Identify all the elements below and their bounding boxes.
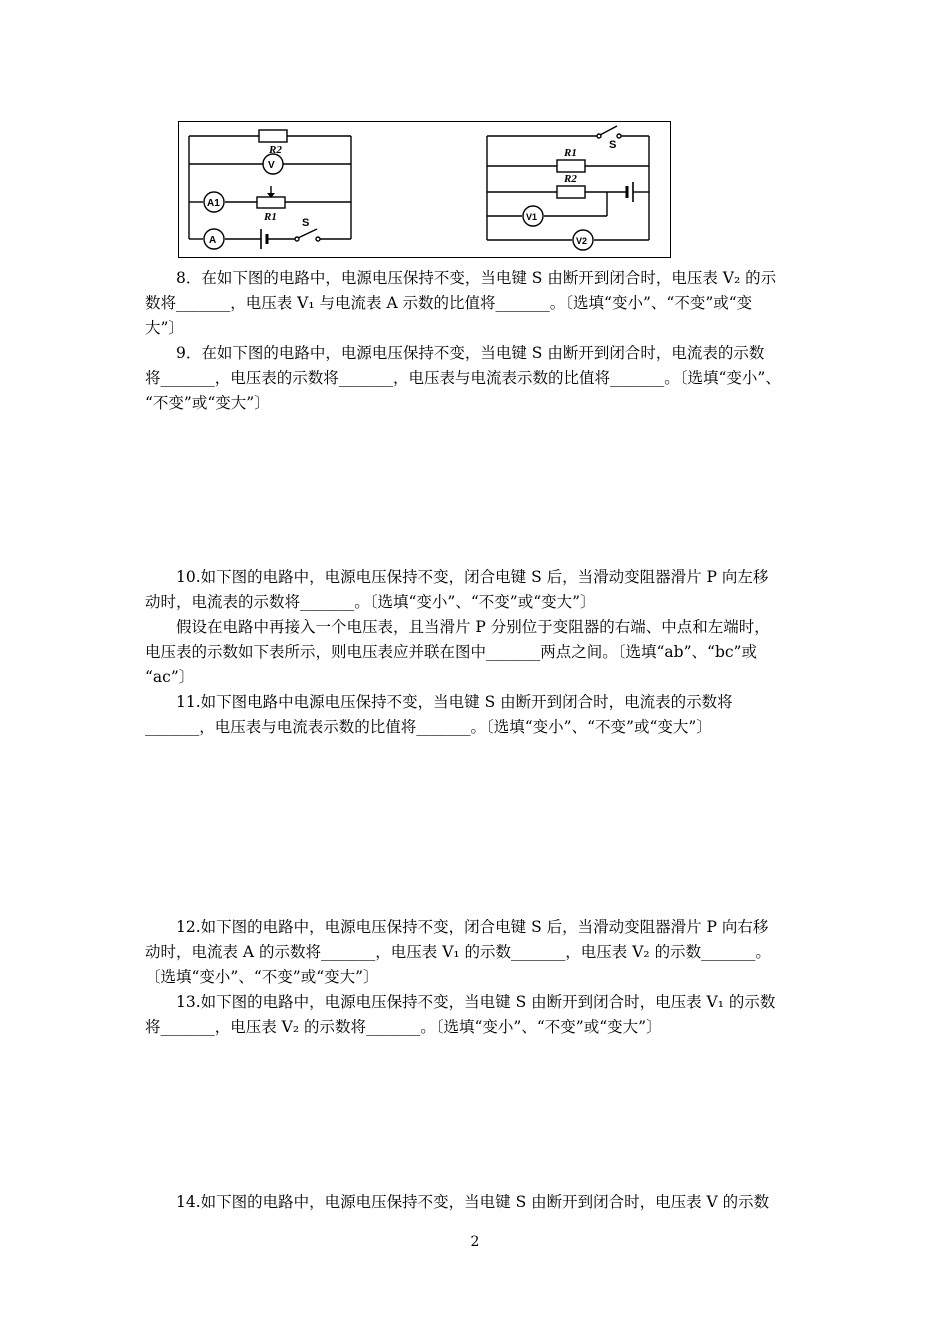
label-switch-left: S <box>302 217 310 229</box>
label-r2-left: R2 <box>269 144 282 156</box>
question-12-line-1: 12.如下图的电路中，电源电压保持不变，闭合电键 S 后，当滑动变阻器滑片 P 向右移 <box>176 918 769 936</box>
question-8-line-1: 8．在如下图的电路中，电源电压保持不变，当电键 S 由断开到闭合时，电压表 V₂ 的示 <box>176 269 777 287</box>
page-number: 2 <box>470 1234 480 1250</box>
label-voltmeter-v2: V2 <box>576 236 588 246</box>
question-11-line-1: 11.如下图电路中电源电压保持不变，当电键 S 由断开到闭合时，电流表的示数将 <box>176 693 733 711</box>
question-13-line-2: 将_______，电压表 V₂ 的示数将_______。〔选填“变小”、“不变”或“变大”〕 <box>145 1018 662 1036</box>
label-voltmeter-left: V <box>268 160 275 171</box>
question-8-line-2: 数将_______，电压表 V₁ 与电流表 A 示数的比值将_______。〔选填“变小”、“不变”或“变 <box>145 294 753 312</box>
question-10-line-5: “ac”〕 <box>145 668 195 686</box>
question-12-line-2: 动时，电流表 A 的示数将_______，电压表 V₁ 的示数_______，电压表 V₂ 的示数_______。 <box>145 943 771 961</box>
question-9-line-1: 9．在如下图的电路中，电源电压保持不变，当电键 S 由断开到闭合时，电流表的示数 <box>176 344 765 362</box>
circuit-diagrams <box>179 122 672 259</box>
question-12-line-3: 〔选填“变小”、“不变”或“变大”〕 <box>145 968 379 986</box>
question-10-line-2: 动时，电流表的示数将_______。〔选填“变小”、“不变”或“变大”〕 <box>145 593 596 611</box>
question-8-line-3: 大”〕 <box>145 319 184 337</box>
question-13-line-1: 13.如下图的电路中，电源电压保持不变，当电键 S 由断开到闭合时，电压表 V₁ 的示数 <box>176 993 776 1011</box>
question-10-line-3: 假设在电路中再接入一个电压表，且当滑片 P 分别位于变阻器的右端、中点和左端时， <box>176 618 770 636</box>
question-11-line-2: _______，电压表与电流表示数的比值将_______。〔选填“变小”、“不变”或“变大”〕 <box>145 718 712 736</box>
label-r1-left: R1 <box>264 211 277 223</box>
question-10-line-1: 10.如下图的电路中，电源电压保持不变，闭合电键 S 后，当滑动变阻器滑片 P 向左移 <box>176 568 769 586</box>
question-14-line-1: 14.如下图的电路中，电源电压保持不变，当电键 S 由断开到闭合时，电压表 V 的示数 <box>176 1193 770 1211</box>
question-9-line-3: “不变”或“变大”〕 <box>145 394 270 412</box>
label-r2-right: R2 <box>564 173 577 185</box>
circuit-figure <box>178 121 671 258</box>
question-10-line-4: 电压表的示数如下表所示，则电压表应并联在图中_______两点之间。〔选填“ab”、“bc”或 <box>145 643 757 661</box>
label-voltmeter-v1: V1 <box>526 212 538 222</box>
label-ammeter-a1: A1 <box>207 198 220 209</box>
label-switch-right: S <box>609 139 617 151</box>
label-ammeter-a: A <box>209 235 217 246</box>
question-9-line-2: 将_______，电压表的示数将_______，电压表与电流表示数的比值将_______。〔选填“变小”、 <box>145 369 781 387</box>
label-r1-right: R1 <box>564 147 577 159</box>
